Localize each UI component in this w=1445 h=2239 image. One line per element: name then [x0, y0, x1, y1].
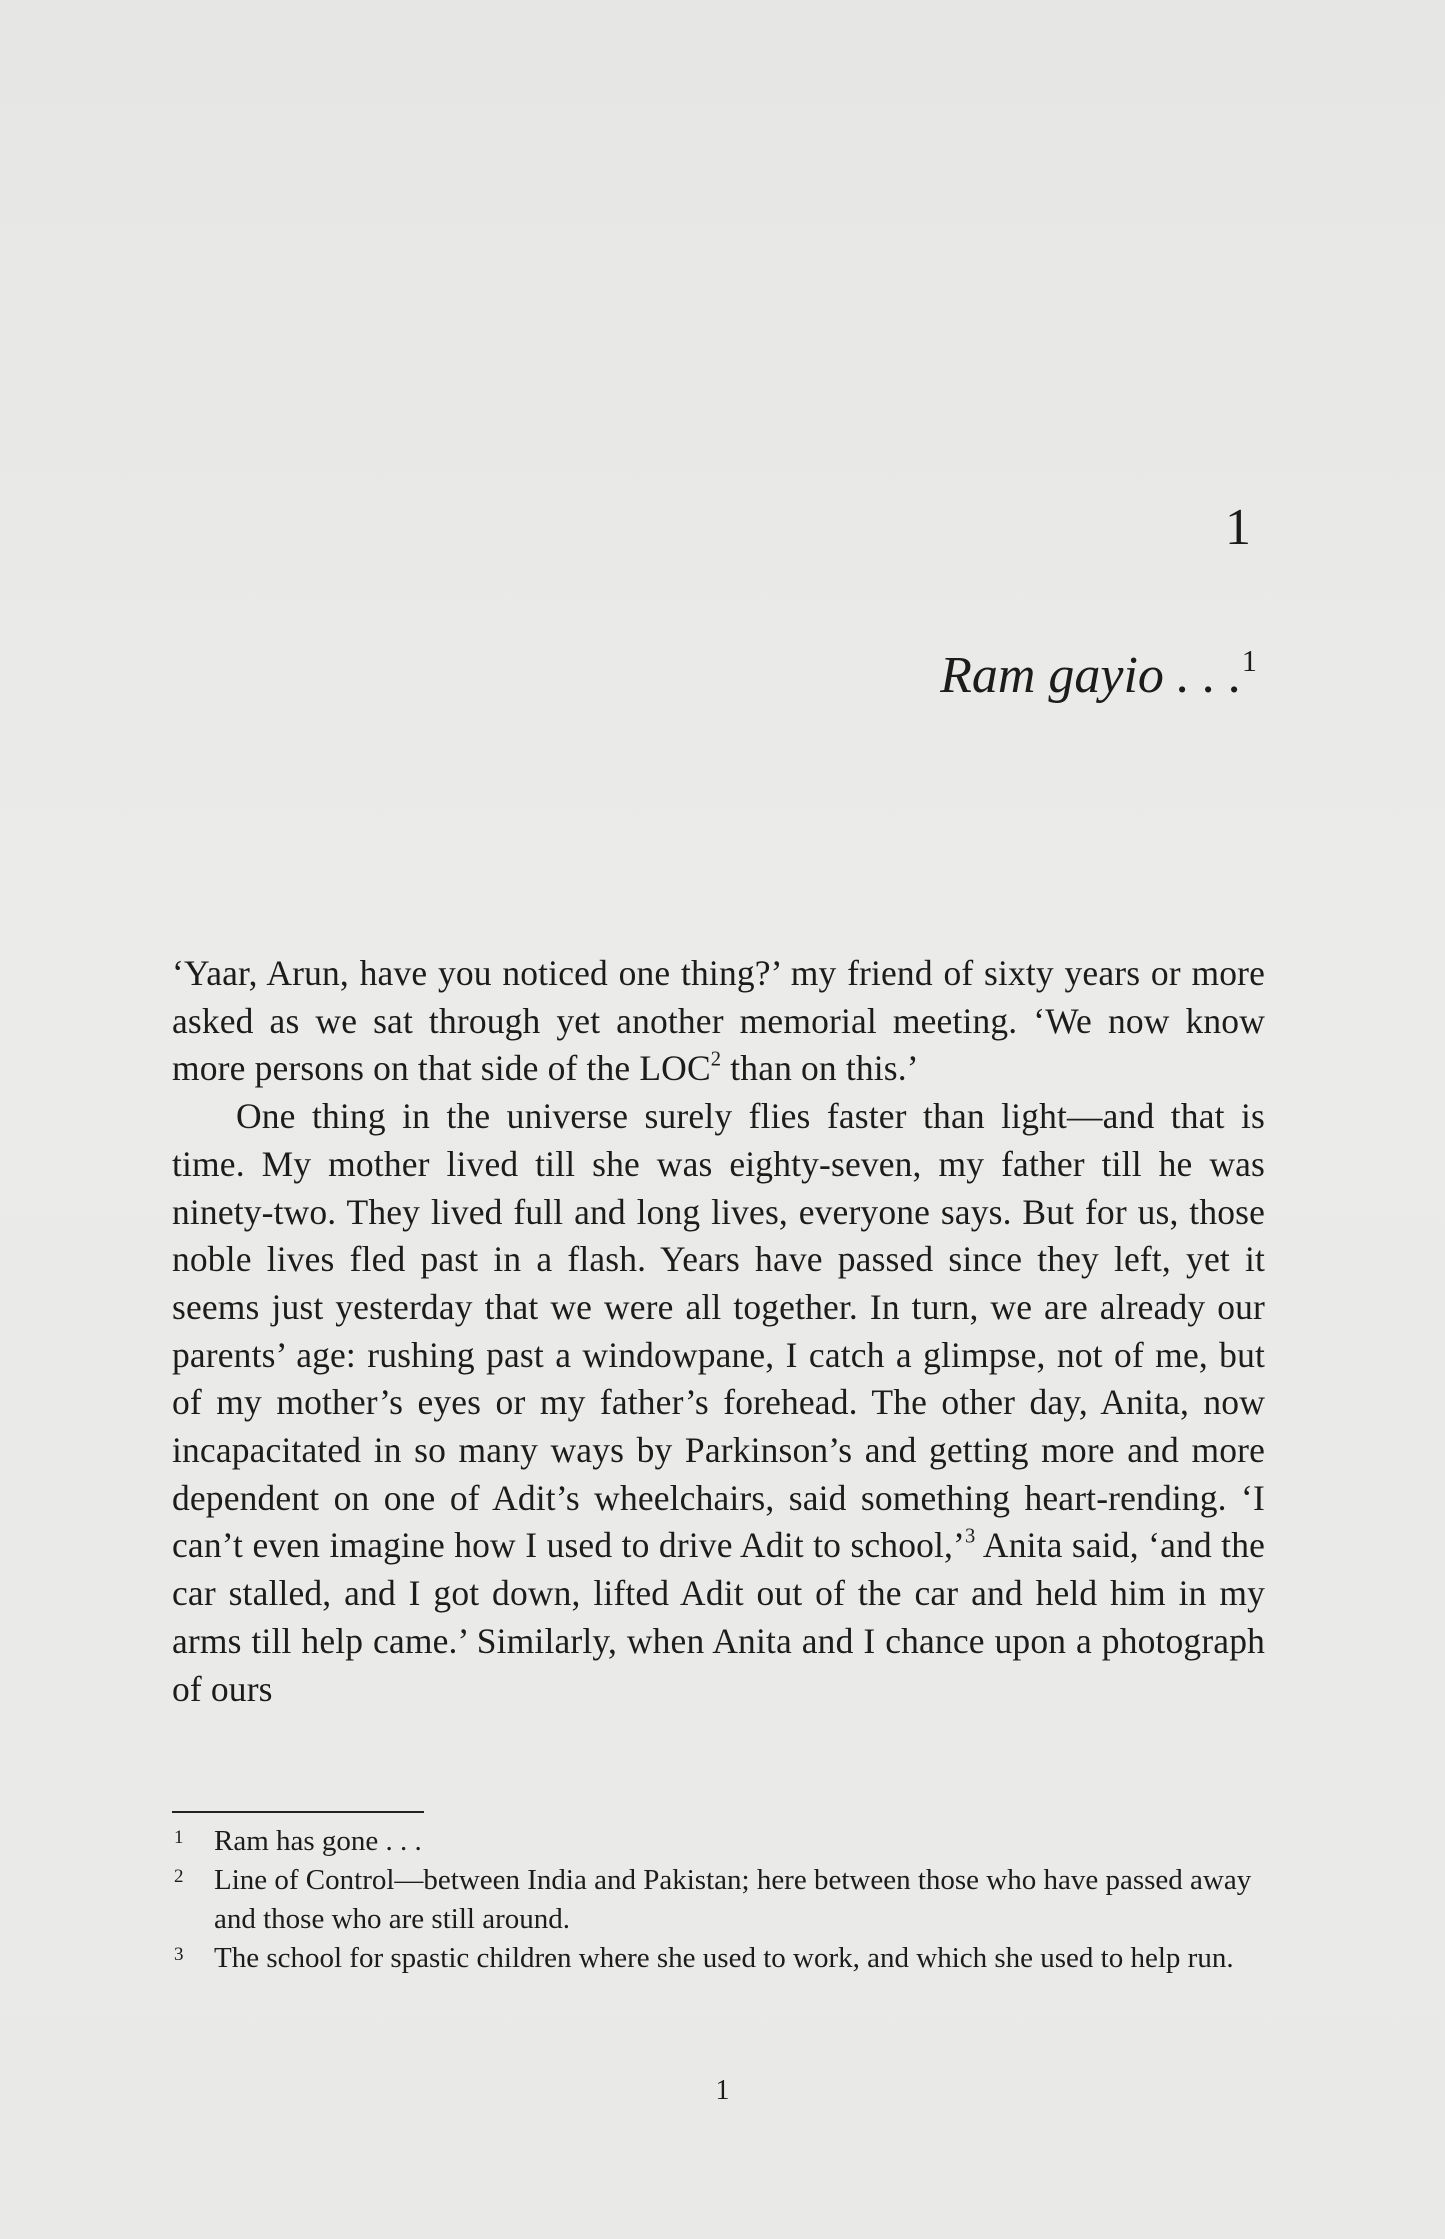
footnote-1-text: Ram has gone . . .	[214, 1825, 422, 1857]
footnote-3-text: The school for spastic children where she used to work, and which she used to help run.	[214, 1942, 1234, 1974]
paragraph-2-text-a: One thing in the universe surely flies faster than light—and that is time. My mother lived till she was eighty-seven, my father till he was ninety-two. They lived full and long lives, everyone says. But for us, those noble lives fled past in a flash. Years have passed since they left, yet it seems just yesterday that we were all together. In turn, we are already our parents’ age: rushing past a windowpane, I catch a glimpse, not of me, but of my mother’s eyes or my father’s forehead. The other day, Anita, now incapacitated in so many ways by Parkinson’s and getting more and more dependent on one of Adit’s wheelchairs, said something heart-rending. ‘I can’t even imagine how I used to drive Adit to school,’	[172, 1096, 1265, 1566]
footnote-2-text: Line of Control—between India and Pakistan; here between those who have passed away and those who are still around.	[214, 1864, 1252, 1935]
footnote-2-mark: 2	[174, 1866, 184, 1887]
footnote-2	[172, 1861, 1272, 1939]
footnote-3-mark: 3	[174, 1944, 184, 1965]
footnote-ref-3: 3	[965, 1526, 976, 1549]
chapter-title-text: Ram gayio . . .	[940, 647, 1242, 704]
paragraph-1	[172, 950, 1265, 1093]
footnote-ref-1: 1	[1241, 643, 1257, 678]
footnote-1	[172, 1822, 1272, 1861]
footnote-1-mark: 1	[174, 1827, 184, 1848]
paragraph-1-text-b: than on this.’	[721, 1048, 919, 1089]
paragraph-2	[172, 1093, 1265, 1713]
paragraph-1-text-a: ‘Yaar, Arun, have you noticed one thing?’ my friend of sixty years or more asked as we sat through yet another memorial meeting. ‘We now know more persons on that side of the LOC	[172, 953, 1265, 1089]
page-number: 1	[715, 2075, 730, 2106]
chapter-number: 1	[1225, 499, 1251, 556]
footnotes	[172, 1822, 1272, 1978]
footnote-ref-2: 2	[710, 1049, 722, 1071]
footnote-divider	[172, 1811, 424, 1813]
footnote-3	[172, 1939, 1272, 1978]
body-text	[172, 950, 1265, 1713]
chapter-title	[940, 643, 1257, 704]
paragraph-2-text-b: Anita said, ‘and the car stalled, and I got down, lifted Adit out of the car and held him in my arms till help came.’ Similarly, when Anita and I chance upon a photograph of ours	[172, 1525, 1265, 1709]
